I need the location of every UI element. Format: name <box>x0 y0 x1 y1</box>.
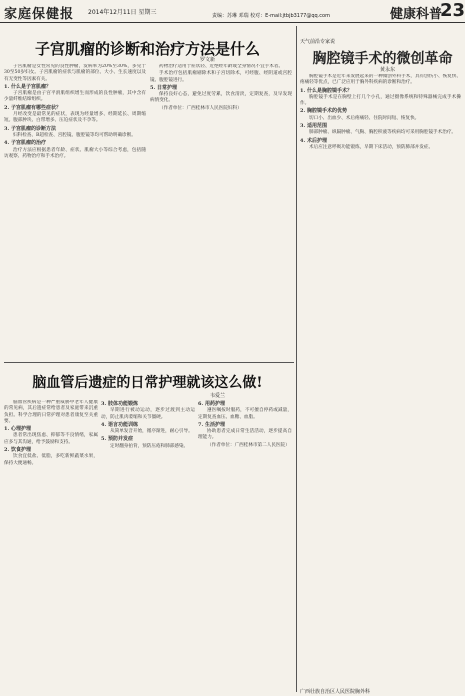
subheading: 5. 预防并发症 <box>101 436 133 443</box>
paragraph: 患者常出现焦虑、抑郁等不良情绪，家属应多与其沟通，给予鼓励和支持。 <box>4 433 98 445</box>
paragraph: 从简单发音开始，循序渐进，耐心引导。 <box>110 429 193 435</box>
paragraph: 子宫肌瘤是由子宫平滑肌组织增生而形成的良性肿瘤，其中含有少量纤维结缔组织。 <box>4 91 146 103</box>
issue-date: 2014年12月11日 星期三 <box>88 9 157 16</box>
article3-author-unit: 广西壮族自治区人民医院胸外科 <box>300 689 371 695</box>
paragraph: 胸腔镜手术是近年来发展起来的一种微创外科手术，具有创伤小、恢复快、疼痛轻等优点，已广泛应用于胸外科疾病的诊断和治疗。 <box>300 74 461 86</box>
article3-col <box>300 74 461 686</box>
subheading: 1. 心理护理 <box>4 426 31 433</box>
article1-byline: 罗文新 <box>200 57 216 63</box>
paragraph: 定时翻身拍背，预防压疮和肺部感染。 <box>110 443 189 449</box>
masthead <box>0 0 465 23</box>
article1-col1 <box>4 64 146 360</box>
article2-col1 <box>4 400 98 690</box>
paragraph: 肺部肿瘤、纵隔肿瘤、气胸、胸腔积液等疾病均可采用胸腔镜手术治疗。 <box>309 130 457 136</box>
subheading: 3. 肢体功能锻炼 <box>101 401 138 407</box>
paragraph: 妇科检查、B超检查、宫腔镜、腹腔镜等均可帮助明确诊断。 <box>13 132 136 138</box>
article3-title: 胸腔镜手术的微创革命 <box>312 51 453 67</box>
article2-title: 脑血管后遗症的日常护理就该这么做! <box>32 375 263 391</box>
article2-byline: 韦爱兰 <box>210 393 226 399</box>
article2-col3 <box>198 400 292 690</box>
paragraph: 治疗方法应根据患者年龄、症状、肌瘤大小等综合考虑，包括随访观察、药物治疗和手术治疗。 <box>4 147 146 159</box>
column-divider <box>296 26 297 692</box>
subheading: 1. 什么是子宫肌瘤？ <box>4 83 51 90</box>
subheading: 4. 子宫肌瘤的治疗 <box>4 140 46 147</box>
article1-title: 子宫肌瘤的诊断和治疗方法是什么 <box>34 40 260 58</box>
article1-col2 <box>150 64 292 360</box>
subheading: 1. 什么是胸腔镜手术？ <box>300 87 352 94</box>
subheading: 7. 生活护理 <box>198 421 225 428</box>
paragraph: 子宫肌瘤是女性常见的良性肿瘤，发病率为20%至30%，多见于30至50岁妇女。子宫肌瘤的症状与肌瘤的部位、大小、生长速度以及有无变性等因素有关。 <box>4 64 146 82</box>
paragraph: 药物治疗适用于症状轻、近绝经年龄或全身情况不宜手术者。 <box>159 64 284 69</box>
page-number: 23 <box>440 0 465 21</box>
article3-kicker: 天气前沿专家说 <box>300 39 336 45</box>
author-unit: （作者单位：广西桂林市第二人民医院） <box>207 442 290 448</box>
subheading: 2. 子宫肌瘤有哪些症状？ <box>4 104 61 111</box>
paragraph: 胸腔镜手术是在胸壁上打几个小孔，通过摄像系统和特殊器械完成手术操作。 <box>300 94 461 107</box>
subheading: 3. 适用范围 <box>300 123 327 130</box>
subheading: 6. 用药护理 <box>198 401 225 407</box>
paragraph: 早期进行被动运动，逐步过渡到主动运动，防止肌肉萎缩和关节僵硬。 <box>101 408 195 420</box>
author-unit: （作者单位：广西桂林市人民医院妇科） <box>159 105 242 111</box>
newspaper-name: 家庭保健报 <box>4 7 75 22</box>
paragraph: 切口小、出血少、术后疼痛轻、住院时间短、恢复快。 <box>309 115 420 121</box>
subheading: 3. 子宫肌瘤的诊断方法 <box>4 125 56 132</box>
paragraph: 手术治疗包括肌瘤剔除术和子宫切除术，可经腹、经阴道或宫腔镜、腹腔镜进行。 <box>150 71 292 83</box>
paragraph: 保持良好心态，避免过度劳累，饮食清淡，定期复查，及早发现病情变化。 <box>150 92 292 104</box>
paragraph: 脑血管疾病是一种严重威胁中老年人健康的常见病，其后遗症常给患者及家庭带来沉重负担。科学合理的日常护理对患者康复至关重要。 <box>4 400 98 424</box>
subheading: 4. 术后护理 <box>300 137 327 144</box>
section-name: 健康科普 <box>390 7 443 22</box>
paragraph: 协助患者完成日常生活活动，逐步提高自理能力。 <box>198 429 292 441</box>
paragraph: 月经改变是最常见的症状，表现为经量增多、经期延长、周期缩短。腹部肿块、白带增多、压迫症状及不孕等。 <box>4 112 146 124</box>
article3-byline: 黄永东 <box>380 67 396 73</box>
subheading: 4. 语言功能训练 <box>101 421 138 428</box>
editor-info: 责编：苏琳 邓瑞 校对：E-mail:jtbjb3177@qq.com <box>212 13 330 19</box>
divider <box>4 362 294 363</box>
paragraph: 遵医嘱按时服药，不可擅自停药或减量，定期复查血压、血糖、血脂。 <box>198 408 292 420</box>
subheading: 2. 饮食护理 <box>4 447 31 454</box>
subheading: 2. 胸腔镜手术的优势 <box>300 108 347 115</box>
subheading: 5. 日常护理 <box>150 84 177 91</box>
paragraph: 术后应注意呼吸功能锻炼，早期下床活动，预防肺部并发症。 <box>309 144 434 150</box>
paragraph: 饮食宜低盐、低脂，多吃新鲜蔬菜水果，保持大便通畅。 <box>4 454 98 466</box>
article2-col2 <box>101 400 195 690</box>
